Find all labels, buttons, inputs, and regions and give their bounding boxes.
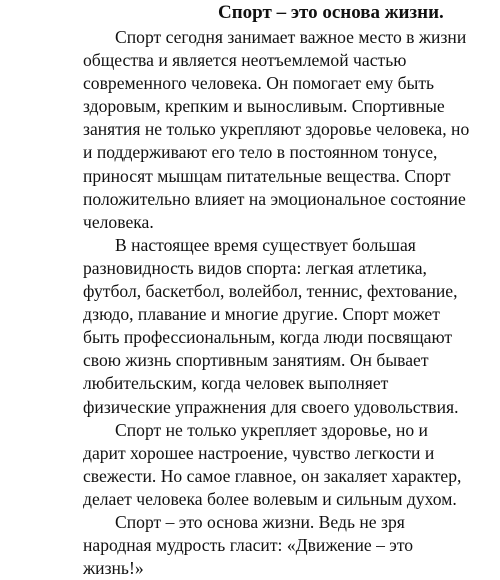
text-line: положительно влияет на эмоциональное состояние	[83, 188, 466, 209]
text-line: Спорт сегодня занимает важное место в жизни	[115, 27, 467, 47]
text-line: Спорт – это основа жизни. Ведь не зря	[115, 511, 405, 532]
text-line: человека.	[83, 211, 154, 232]
text-line: любительским, когда человек выполняет	[83, 373, 389, 394]
text-line: здоровым, крепким и выносливым. Спортивные	[83, 96, 445, 117]
text-line: Спорт не только укрепляет здоровье, но и	[115, 419, 428, 440]
text-line: дзюдо, плавание и многие другие. Спорт может	[83, 304, 440, 325]
document-body	[83, 26, 481, 580]
text-line: дарит хорошее настроение, чувство легкости и	[83, 442, 435, 463]
text-line: свою жизнь спортивным занятиям. Он бывает	[83, 350, 429, 371]
text-line: делает человека более волевым и сильным духом.	[83, 488, 457, 509]
text-line: разновидность видов спорта: легкая атлетика,	[83, 257, 427, 278]
text-line: свежести. Но самое главное, он закаляет характер,	[83, 465, 462, 486]
text-line: общества и является неотъемлемой частью	[83, 50, 407, 71]
text-line: быть профессиональным, когда люди посвящают	[83, 327, 453, 348]
document-title: Спорт – это основа жизни.	[218, 2, 444, 23]
text-line: и поддерживают его тело в постоянном тонусе,	[83, 142, 438, 163]
text-line: В настоящее время существует большая	[115, 234, 416, 255]
text-line: народная мудрость гласит: «Движение – это	[83, 535, 414, 556]
text-line: современного человека. Он помогает ему быть	[83, 73, 435, 94]
text-line: жизнь!»	[83, 558, 144, 579]
text-line: занятия не только укрепляют здоровье человека, но	[83, 119, 470, 140]
text-line: приносят мышцам питательные вещества. Спорт	[83, 165, 451, 186]
text-line: физические упражнения для своего удовольствия.	[83, 396, 459, 417]
text-line: футбол, баскетбол, волейбол, теннис, фехтование,	[83, 281, 458, 302]
